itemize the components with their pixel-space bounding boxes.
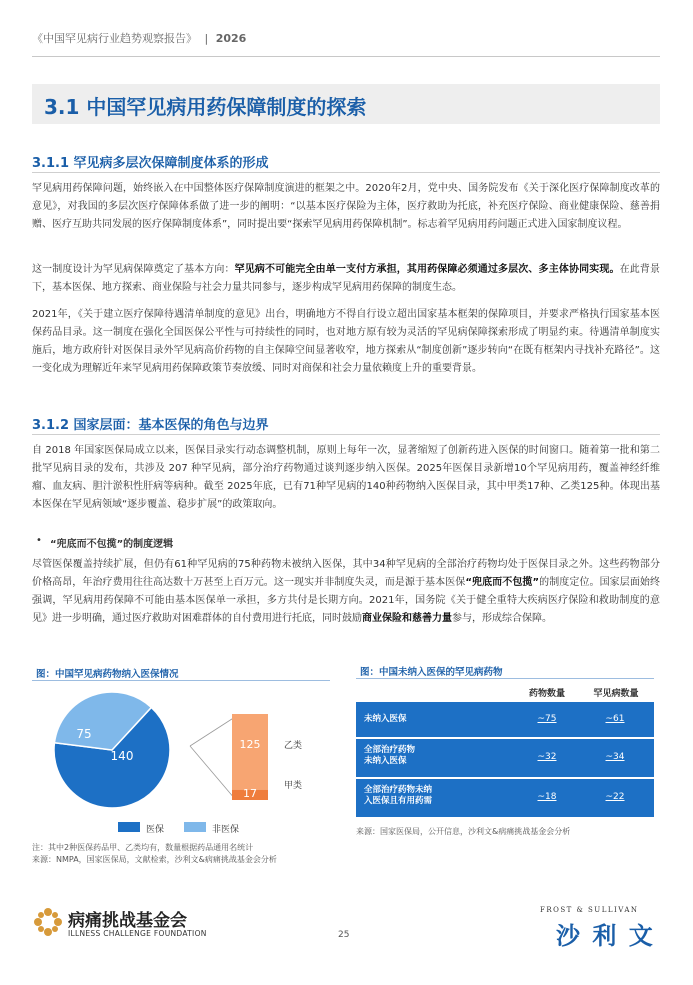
report-title: 《中国罕见病行业趋势观察报告》 [32,32,197,45]
figure-1-note-line-1: 注：其中2种医保药品甲、乙类均有，数量根据药品通用名统计 [32,843,254,852]
bar-label-class-a: 甲类 [284,781,303,791]
paragraph-5 [32,556,660,628]
figure-2-source: 来源：国家医保局，公开信息，沙利文&病痛挑战基金会分析 [356,827,571,836]
bullet-text: “兜底而不包揽”的制度逻辑 [50,539,174,550]
pie-label-uninsured: 75 [76,727,92,741]
paragraph-5-rest: 参与，形成综合保障。 [452,613,552,624]
pie-label-insured: 140 [110,749,134,763]
foundation-name-en: ILLNESS CHALLENGE FOUNDATION [68,929,207,938]
table-row [356,739,654,777]
paragraph-5-lead: 尽管医保覆盖持续扩展，但仍有61种罕见病的75种药物未被纳入医保，其中34种罕见病的全部治疗药物均处于医保目录之外。这些药物部分价格高昂，年治疗费用往往高达数十万甚至上百万元。这一现实并非制度失灵，而是源于基本医保 [32,559,660,588]
table-row [356,702,654,738]
frost-sullivan-logo: 沙 利 文 [556,922,655,950]
subsection-divider-2 [32,434,660,435]
legend-swatch-insured [118,822,140,832]
table-cell-disease-count: ~34 [605,752,625,762]
table-cell-disease-count: ~22 [605,792,625,802]
paragraph-2-lead: 这一制度设计为罕见病保障奠定了基本方向： [32,264,235,275]
connector-line-bottom [190,746,235,799]
paragraph-5-mid: 的制度定位。国家层面始终强调，罕见病用药保障不可能由基本医保单一承担，多方共付是长期方向。2021年，国务院《关于健全重特大疾病医疗保险和救助制度的意见》进一步明确，通过医疗救助对困难群体的自付费用进行托底，同时鼓励 [32,577,660,624]
paragraph-2 [32,261,660,297]
figure-2-rule [356,678,654,679]
paragraph-1: 罕见病用药保障问题，始终嵌入在中国整体医疗保障制度演进的框架之中。2020年2月，党中央、国务院发布《关于深化医疗保障制度改革的意见》，对我国的多层次医疗保障体系做了进一步的阐明：“以基本医疗保险为主体，医疗救助为托底，补充医疗保险、商业健康保险、慈善捐赠、医疗互助共同发展的医疗保障制度体系”，同时提出要“探索罕见病用药保障机制”。标志着罕见病用药问题正式进入国家制度议程。 [32,183,660,230]
table-header-drug-count: 药物数量 [528,689,565,699]
subsection-title-1: 3.1.1 罕见病多层次保障制度体系的形成 [32,156,269,171]
paragraph-2-emphasis: 罕见病不可能完全由单一支付方承担，其用药保障必须通过多层次、多主体协同实现。 [234,264,620,275]
table-header-disease-count: 罕见病数量 [593,689,639,699]
paragraph-3: 2021年，《关于建立医疗保障待遇清单制度的意见》出台，明确地方不得自行设立超出国家基本框架的保障项目，并要求严格执行国家基本医保药品目录。这一制度在强化全国医保公平性与可持续性的同时，也对地方原有较为灵活的罕见病保障探索形成了明显约束。待遇清单制度实施后，地方政府针对医保目录外罕见病高价药物的自主保障空间显著收窄，地方探索从“制度创新”逐步转向“在既有框架内寻找补充路径”。这一变化成为理解近年来罕见病用药保障政策节奏放缓、同时对商保和社会力量依赖度上升的重要背景。 [32,309,660,374]
bar-label-class-b-value: 125 [239,738,261,751]
legend-swatch-uninsured [184,822,206,832]
bar-segment-class-b [232,714,268,790]
header-separator: | [204,32,209,45]
figure-1-source: 来源：NMPA，国家医保局，文献检索，沙利文&病痛挑战基金会分析 [32,855,277,864]
foundation-name: 病痛挑战基金会 [68,911,187,931]
figure-1-title: 图：中国罕见病药物纳入医保情况 [36,669,179,680]
legend-label-insured: 医保 [146,825,165,835]
table-cell-drug-count: ~32 [537,752,557,762]
bar-label-class-b: 乙类 [284,741,303,751]
header-divider [32,56,660,57]
table-row [356,779,654,817]
table-cell-disease-count: ~61 [605,714,625,724]
paragraph-4: 自 2018 年国家医保局成立以来，医保目录实行动态调整机制，原则上每年一次，显著缩短了创新药进入医保的时间窗口。随着第一批和第二批罕见病目录的发布，共涉及 207 种罕见病，部分治疗药物通过谈判逐步纳入医保。2025年医保目录新增10个罕见病用药，覆盖神经纤维瘤、血友病、胆汁淤积性肝病等病种。截至 2025年底，已有71种罕见病的140种药物纳入医保目录，其中甲类17种、乙类125种。体现出基本医保在罕见病领域“逐步覆盖、稳步扩展”的政策取向。 [32,445,660,510]
connector-line-top [190,717,235,746]
section-title-bar [32,84,660,124]
paragraph-2-rest: 在此背景下，基本医保、地方探索、商业保险与社会力量共同参与，逐步构成罕见病用药保障的制度生态。 [32,264,661,293]
section-title: 3.1 中国罕见病用药保障制度的探索 [44,95,367,119]
table-cell-drug-count: ~18 [537,792,557,802]
table-cell-drug-count: ~75 [537,714,557,724]
page-number: 25 [338,930,350,940]
legend-label-uninsured: 非医保 [212,825,240,835]
bullet-item [36,535,174,550]
paragraph-5-emphasis-2: 商业保险和慈善力量 [362,613,452,624]
figure-1-chart [32,684,332,834]
bullet-dot: • [36,535,42,546]
report-year: 2026 [215,32,247,45]
table-row-label: 未纳入医保 [364,714,407,724]
figure-2-title: 图：中国未纳入医保的罕见病药物 [360,667,503,678]
bar-label-class-a-value: 17 [243,787,257,800]
subsection-title-2: 3.1.2 国家层面：基本医保的角色与边界 [32,418,269,433]
figure-1-rule [32,680,330,681]
report-header [32,30,246,46]
figure-1-note [32,842,277,866]
table-row-label: 全部治疗药物未纳 入医保且有用药需 [364,785,433,806]
paragraph-5-emphasis: “兜底而不包揽” [465,577,540,588]
foundation-logo-icon [32,906,64,938]
table-row-label: 全部治疗药物 未纳入医保 [364,745,416,766]
frost-sullivan-wordmark: FROST & SULLIVAN [540,906,639,914]
subsection-divider-1 [32,172,660,173]
